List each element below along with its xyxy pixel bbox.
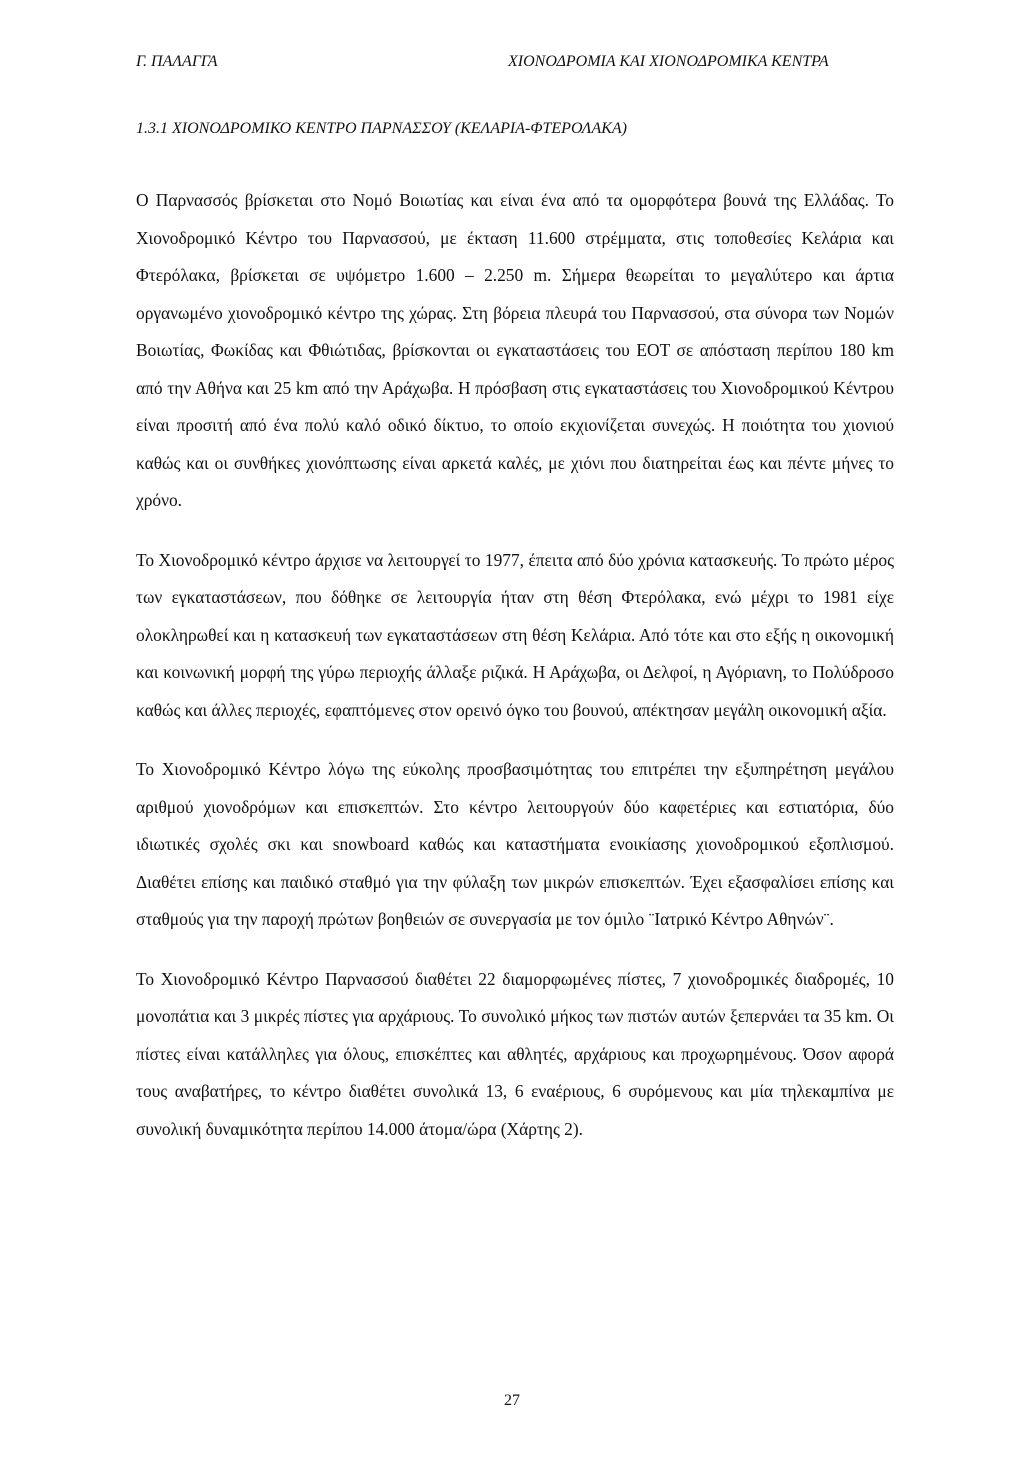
paragraph-2: Το Χιονοδρομικό κέντρο άρχισε να λειτουργεί το 1977, έπειτα από δύο χρόνια κατασκευής. Το πρώτο μέρος των εγκαταστάσεων, που δόθηκε σε λειτουργία ήταν στη θέση Φτερόλακα, ενώ μέχρι το 1981 είχε ολοκληρωθεί και η κατασκευή των εγκαταστάσεων στη θέση Κελάρια. Από τότε και στο εξής η οικονομική και κοινωνική μορφή της γύρω περιοχής άλλαξε ριζικά. Η Αράχωβα, οι Δελφοί, η Αγόριανη, το Πολύδροσο καθώς και άλλες περιοχές, εφαπτόμενες στον ορεινό όγκο του βουνού, απέκτησαν μεγάλη οικονομική αξία. [136, 549, 894, 720]
running-header [136, 52, 896, 96]
body-text [136, 182, 894, 1148]
header-author: Γ. ΠΑΛΑΓΓΑ [136, 53, 218, 70]
section-title: 1.3.1 ΧΙΟΝΟΔΡΟΜΙΚΟ ΚΕΝΤΡΟ ΠΑΡΝΑΣΣΟΥ (ΚΕΛΑΡΙΑ-ΦΤΕΡΟΛΑΚΑ) [136, 120, 628, 137]
paragraph-1: Ο Παρνασσός βρίσκεται στο Νομό Βοιωτίας και είναι ένα από τα ομορφότερα βουνά της Ελλάδας. Το Χιονοδρομικό Κέντρο του Παρνασσού, με έκταση 11.600 στρέμματα, στις τοποθεσίες Κελάρια και Φτερόλακα, βρίσκεται σε υψόμετρο 1.600 – 2.250 m. Σήμερα θεωρείται το μεγαλύτερο και άρτια οργανωμένο χιονοδρομικό κέντρο της χώρας. Στη βόρεια πλευρά του Παρνασσού, στα σύνορα των Νομών Βοιωτίας, Φωκίδας και Φθιώτιδας, βρίσκονται οι εγκαταστάσεις του ΕΟΤ σε απόσταση περίπου 180 km από την Αθήνα και 25 km από την Αράχωβα. Η πρόσβαση στις εγκαταστάσεις του Χιονοδρομικού Κέντρου είναι προσιτή από ένα πολύ καλό οδικό δίκτυο, το οποίο εκχιονίζεται συνεχώς. Η ποιότητα του χιονιού καθώς και οι συνθήκες χιονόπτωσης είναι αρκετά καλές, με χιόνι που διατηρείται έως και πέντε μήνες το χρόνο. [136, 190, 894, 510]
paragraph-3: Το Χιονοδρομικό Κέντρο λόγω της εύκολης προσβασιμότητας του επιτρέπει την εξυπηρέτηση μεγάλου αριθμού χιονοδρόμων και επισκεπτών. Στο κέντρο λειτουργούν δύο καφετέριες και εστιατόρια, δύο ιδιωτικές σχολές σκι και snowboard καθώς και καταστήματα ενοικίασης χιονοδρομικού εξοπλισμού. Διαθέτει επίσης και παιδικό σταθμό για την φύλαξη των μικρών επισκεπτών. Έχει εξασφαλίσει επίσης και σταθμούς για την παροχή πρώτων βοηθειών σε συνεργασία με τον όμιλο ¨Ιατρικό Κέντρο Αθηνών¨. [136, 759, 894, 929]
header-title: ΧΙΟΝΟΔΡΟΜΙΑ ΚΑΙ ΧΙΟΝΟΔΡΟΜΙΚΑ ΚΕΝΤΡΑ [508, 53, 829, 70]
page-number: 27 [504, 1392, 520, 1409]
paragraph-4: Το Χιονοδρομικό Κέντρο Παρνασσού διαθέτει 22 διαμορφωμένες πίστες, 7 χιονοδρομικές διαδρομές, 10 μονοπάτια και 3 μικρές πίστες για αρχάριους. Το συνολικό μήκος των πιστών αυτών ξεπερνάει τα 35 km. Οι πίστες είναι κατάλληλες για όλους, επισκέπτες και αθλητές, αρχάριους και προχωρημένους. Όσον αφορά τους αναβατήρες, το κέντρο διαθέτει συνολικά 13, 6 εναέριους, 6 συρόμενους και μία τηλεκαμπίνα με συνολική δυναμικότητα περίπου 14.000 άτομα/ώρα (Χάρτης 2). [136, 968, 894, 1139]
